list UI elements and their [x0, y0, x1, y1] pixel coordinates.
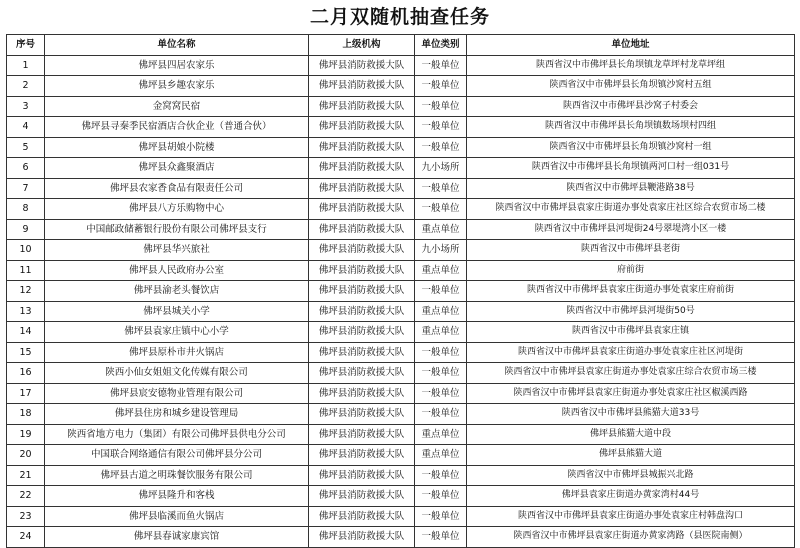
table-row: [7, 383, 795, 404]
cell-no: 20: [7, 445, 45, 466]
header-name: 单位名称: [45, 35, 309, 56]
table-row: [7, 96, 795, 117]
cell-no: 4: [7, 117, 45, 138]
cell-name: 佛坪县众鑫聚酒店: [45, 158, 309, 179]
cell-no: 19: [7, 424, 45, 445]
cell-parent: 佛坪县消防救援大队: [309, 260, 415, 281]
cell-address: 陕西省汉中市佛坪县长角坝镇沙窝村一组: [467, 137, 795, 158]
cell-no: 23: [7, 506, 45, 527]
table-row: [7, 281, 795, 302]
cell-type: 一般单位: [415, 76, 467, 97]
cell-parent: 佛坪县消防救援大队: [309, 404, 415, 425]
table-body: [7, 55, 795, 547]
cell-parent: 佛坪县消防救援大队: [309, 301, 415, 322]
cell-no: 1: [7, 55, 45, 76]
cell-name: 佛坪县宸安德物业管理有限公司: [45, 383, 309, 404]
cell-name: 佛坪县原朴市井火锅店: [45, 342, 309, 363]
cell-type: 一般单位: [415, 178, 467, 199]
table-row: [7, 342, 795, 363]
cell-name: 中国联合网络通信有限公司佛坪县分公司: [45, 445, 309, 466]
cell-address: 陕西省汉中市佛坪县长角坝镇两河口村一组031号: [467, 158, 795, 179]
cell-address: 陕西省汉中市佛坪县袁家庄街道办事处袁家庄社区综合农贸市场二楼: [467, 199, 795, 220]
cell-no: 10: [7, 240, 45, 261]
cell-name: 佛坪县古道之明珠餐饮服务有限公司: [45, 465, 309, 486]
table-row: [7, 445, 795, 466]
cell-address: 陕西省汉中市佛坪县长角坝镇沙窝村五组: [467, 76, 795, 97]
header-type: 单位类别: [415, 35, 467, 56]
cell-no: 11: [7, 260, 45, 281]
cell-parent: 佛坪县消防救援大队: [309, 424, 415, 445]
cell-no: 22: [7, 486, 45, 507]
cell-name: 金窝窝民宿: [45, 96, 309, 117]
cell-no: 17: [7, 383, 45, 404]
cell-type: 一般单位: [415, 363, 467, 384]
cell-address: 陕西省汉中市佛坪县城振兴北路: [467, 465, 795, 486]
table-row: [7, 322, 795, 343]
cell-type: 重点单位: [415, 424, 467, 445]
cell-address: 陕西省汉中市佛坪县长角坝镇数场坝村四组: [467, 117, 795, 138]
cell-type: 一般单位: [415, 117, 467, 138]
cell-address: 陕西省汉中市佛坪县袁家庄街道办事处袁家庄府前街: [467, 281, 795, 302]
cell-no: 3: [7, 96, 45, 117]
page-title: 二月双随机抽查任务: [309, 6, 490, 28]
cell-no: 12: [7, 281, 45, 302]
cell-name: 佛坪县隆升和客栈: [45, 486, 309, 507]
cell-type: 一般单位: [415, 199, 467, 220]
cell-name: 佛坪县华兴旅社: [45, 240, 309, 261]
cell-no: 15: [7, 342, 45, 363]
cell-no: 21: [7, 465, 45, 486]
cell-address: 陕西省汉中市佛坪县河堤街24号翠堤湾小区一楼: [467, 219, 795, 240]
cell-type: 九小场所: [415, 158, 467, 179]
inspection-task-table: [6, 34, 795, 548]
cell-type: 重点单位: [415, 301, 467, 322]
cell-name: 陕西省地方电力（集团）有限公司佛坪县供电分公司: [45, 424, 309, 445]
cell-no: 16: [7, 363, 45, 384]
cell-no: 5: [7, 137, 45, 158]
cell-parent: 佛坪县消防救援大队: [309, 506, 415, 527]
table-row: [7, 506, 795, 527]
table-row: [7, 240, 795, 261]
cell-no: 6: [7, 158, 45, 179]
cell-name: 佛坪县八方乐购物中心: [45, 199, 309, 220]
cell-type: 重点单位: [415, 445, 467, 466]
cell-parent: 佛坪县消防救援大队: [309, 486, 415, 507]
cell-parent: 佛坪县消防救援大队: [309, 281, 415, 302]
cell-address: 陕西省汉中市佛坪县袁家庄街道办黄家湾路（县医院南侧）: [467, 527, 795, 548]
cell-address: 陕西省汉中市佛坪县长角坝镇龙草坪村龙草坪组: [467, 55, 795, 76]
cell-type: 一般单位: [415, 137, 467, 158]
table-row: [7, 465, 795, 486]
cell-name: 陕西小仙女姐姐文化传媒有限公司: [45, 363, 309, 384]
cell-parent: 佛坪县消防救援大队: [309, 342, 415, 363]
cell-parent: 佛坪县消防救援大队: [309, 199, 415, 220]
cell-type: 重点单位: [415, 219, 467, 240]
table-row: [7, 117, 795, 138]
table-row: [7, 404, 795, 425]
cell-parent: 佛坪县消防救援大队: [309, 465, 415, 486]
cell-name: 佛坪县春诚家康宾馆: [45, 527, 309, 548]
cell-no: 13: [7, 301, 45, 322]
table-header-row: [7, 35, 795, 56]
cell-address: 陕西省汉中市佛坪县鞭港路38号: [467, 178, 795, 199]
cell-name: 佛坪县渝老头餐饮店: [45, 281, 309, 302]
cell-address: 陕西省汉中市佛坪县袁家庄镇: [467, 322, 795, 343]
cell-address: 佛坪县熊猫大道中段: [467, 424, 795, 445]
cell-address: 陕西省汉中市佛坪县河堤街50号: [467, 301, 795, 322]
cell-name: 佛坪县乡趣农家乐: [45, 76, 309, 97]
cell-address: 陕西省汉中市佛坪县熊猫大道33号: [467, 404, 795, 425]
cell-no: 7: [7, 178, 45, 199]
table-row: [7, 219, 795, 240]
cell-type: 重点单位: [415, 260, 467, 281]
cell-parent: 佛坪县消防救援大队: [309, 178, 415, 199]
cell-address: 陕西省汉中市佛坪县袁家庄街道办事处袁家庄社区河堤街: [467, 342, 795, 363]
cell-address: 陕西省汉中市佛坪县袁家庄街道办事处袁家庄社区椒溪西路: [467, 383, 795, 404]
cell-type: 一般单位: [415, 55, 467, 76]
cell-name: 佛坪县临溪而鱼火锅店: [45, 506, 309, 527]
cell-no: 9: [7, 219, 45, 240]
table-row: [7, 137, 795, 158]
table-row: [7, 260, 795, 281]
cell-parent: 佛坪县消防救援大队: [309, 137, 415, 158]
cell-parent: 佛坪县消防救援大队: [309, 96, 415, 117]
cell-address: 陕西省汉中市佛坪县袁家庄街道办事处袁家庄综合农贸市场三楼: [467, 363, 795, 384]
cell-name: 佛坪县袁家庄镇中心小学: [45, 322, 309, 343]
cell-name: 佛坪县胡娘小院楼: [45, 137, 309, 158]
cell-parent: 佛坪县消防救援大队: [309, 55, 415, 76]
table-row: [7, 363, 795, 384]
cell-type: 重点单位: [415, 322, 467, 343]
cell-no: 18: [7, 404, 45, 425]
cell-parent: 佛坪县消防救援大队: [309, 322, 415, 343]
cell-type: 一般单位: [415, 404, 467, 425]
table-row: [7, 301, 795, 322]
cell-name: 佛坪县城关小学: [45, 301, 309, 322]
table-row: [7, 199, 795, 220]
cell-type: 一般单位: [415, 342, 467, 363]
cell-address: 佛坪县熊猫大道: [467, 445, 795, 466]
cell-name: 佛坪县住房和城乡建设管理局: [45, 404, 309, 425]
cell-address: 陕西省汉中市佛坪县老街: [467, 240, 795, 261]
cell-type: 一般单位: [415, 506, 467, 527]
cell-address: 佛坪县袁家庄街道办黄家湾村44号: [467, 486, 795, 507]
cell-parent: 佛坪县消防救援大队: [309, 219, 415, 240]
cell-name: 佛坪县农家香食品有限责任公司: [45, 178, 309, 199]
cell-no: 14: [7, 322, 45, 343]
table-row: [7, 55, 795, 76]
cell-parent: 佛坪县消防救援大队: [309, 76, 415, 97]
cell-parent: 佛坪县消防救援大队: [309, 158, 415, 179]
table-row: [7, 76, 795, 97]
table-row: [7, 158, 795, 179]
header-no: 序号: [7, 35, 45, 56]
cell-type: 一般单位: [415, 281, 467, 302]
cell-name: 佛坪县四居农家乐: [45, 55, 309, 76]
cell-address: 陕西省汉中市佛坪县袁家庄街道办事处袁家庄村韩盘沟口: [467, 506, 795, 527]
cell-parent: 佛坪县消防救援大队: [309, 117, 415, 138]
cell-no: 2: [7, 76, 45, 97]
cell-name: 中国邮政储蓄银行股份有限公司佛坪县支行: [45, 219, 309, 240]
header-address: 单位地址: [467, 35, 795, 56]
cell-parent: 佛坪县消防救援大队: [309, 527, 415, 548]
cell-parent: 佛坪县消防救援大队: [309, 445, 415, 466]
table-row: [7, 527, 795, 548]
cell-type: 一般单位: [415, 465, 467, 486]
cell-address: 陕西省汉中市佛坪县沙窝子村委会: [467, 96, 795, 117]
cell-parent: 佛坪县消防救援大队: [309, 383, 415, 404]
cell-type: 一般单位: [415, 486, 467, 507]
cell-no: 8: [7, 199, 45, 220]
cell-type: 一般单位: [415, 527, 467, 548]
cell-type: 一般单位: [415, 383, 467, 404]
cell-address: 府前街: [467, 260, 795, 281]
table-row: [7, 178, 795, 199]
cell-type: 一般单位: [415, 96, 467, 117]
table-row: [7, 486, 795, 507]
cell-parent: 佛坪县消防救援大队: [309, 240, 415, 261]
cell-name: 佛坪县寻秦季民宿酒店合伙企业（普通合伙）: [45, 117, 309, 138]
cell-name: 佛坪县人民政府办公室: [45, 260, 309, 281]
header-parent: 上级机构: [309, 35, 415, 56]
cell-type: 九小场所: [415, 240, 467, 261]
cell-parent: 佛坪县消防救援大队: [309, 363, 415, 384]
cell-no: 24: [7, 527, 45, 548]
table-row: [7, 424, 795, 445]
